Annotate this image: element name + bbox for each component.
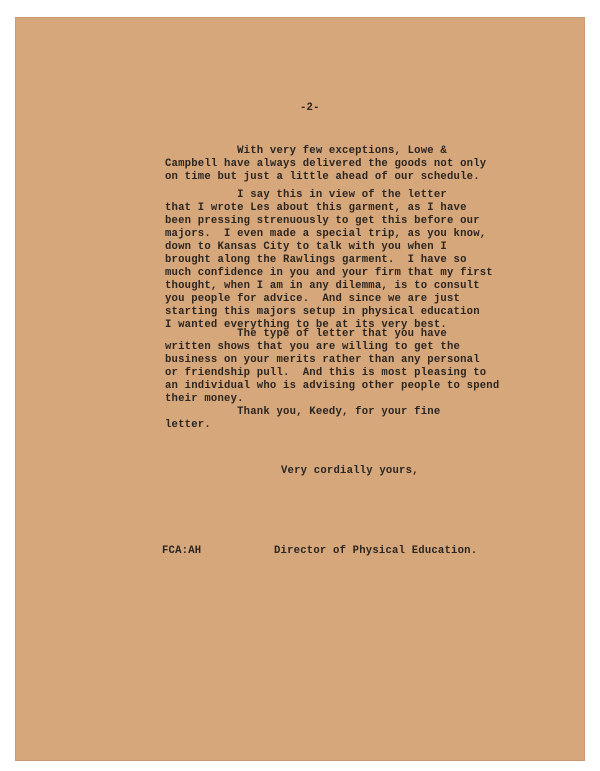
closing: Very cordially yours, (281, 465, 419, 477)
page-number: -2- (300, 102, 320, 114)
paragraph-2: I say this in view of the letter that I wrote Les about this garment, as I have been pressing strenuously to get this before our majors. I even made a special trip, as you know, down to Kansas City to talk with you when I brought along the Rawlings garment. I have so much confidence in you and your firm that my first thought, when I am in any dilemma, is to consult you people for advice. And since we are just starting this majors setup in physical education I wanted everything to be at its very best. (165, 189, 493, 331)
paragraph-1: With very few exceptions, Lowe & Campbell have always delivered the goods not only on time but just a little ahead of our schedule. (165, 145, 487, 183)
signature-title: Director of Physical Education. (274, 545, 478, 557)
initials: FCA:AH (162, 545, 202, 557)
paragraph-4: Thank you, Keedy, for your fine letter. (165, 406, 441, 431)
letter-page (15, 17, 585, 761)
paragraph-3: The type of letter that you have written shows that you are willing to get the business on your merits rather than any personal or friendship pull. And this is most pleasing to an individual who is advising other people to spend their money. (165, 328, 500, 405)
